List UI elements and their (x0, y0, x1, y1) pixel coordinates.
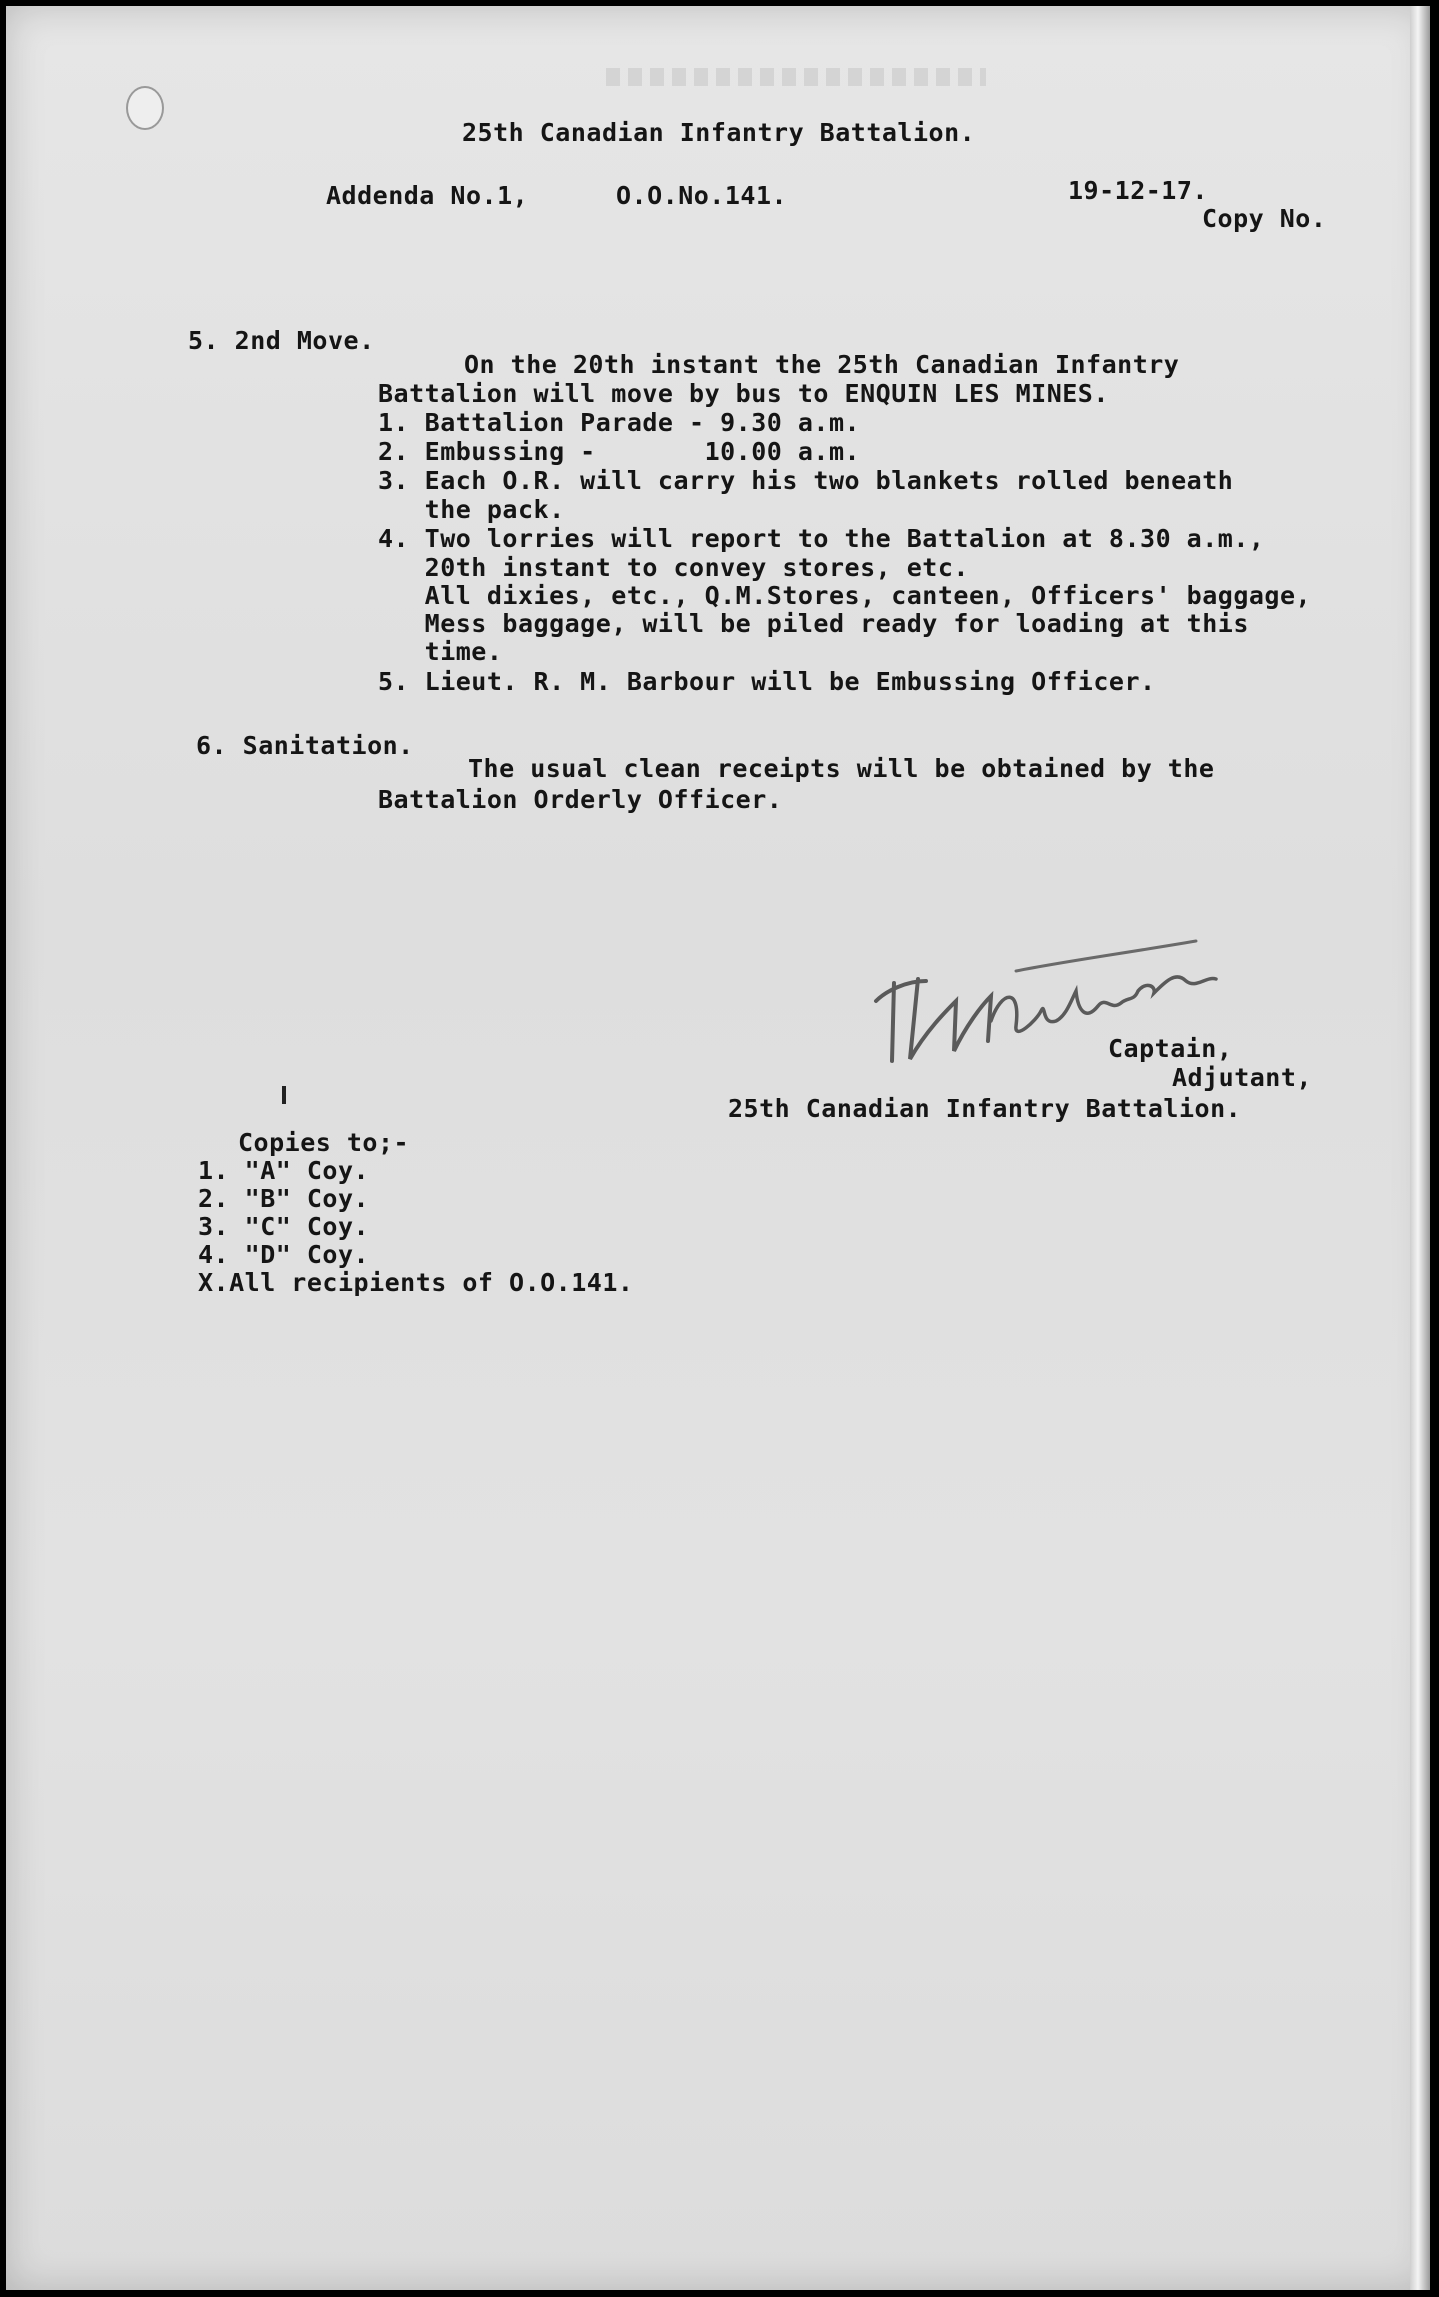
section-5-heading: 5. 2nd Move. (188, 326, 375, 355)
addenda-number: Addenda No.1, (326, 181, 529, 210)
unit-title: 25th Canadian Infantry Battalion. (462, 118, 976, 147)
document-page (6, 6, 1430, 2290)
move-item-5: 5. Lieut. R. M. Barbour will be Embussing Officer. (378, 667, 1156, 696)
copies-heading: Copies to;- (238, 1128, 410, 1157)
move-item-4-line-3: All dixies, etc., Q.M.Stores, canteen, Officers' baggage, (378, 581, 1312, 610)
section-5-intro-line-1: On the 20th instant the 25th Canadian Infantry (464, 350, 1180, 379)
bleed-through-text (606, 68, 986, 86)
move-item-4-line-4: Mess baggage, will be piled ready for loading at this (378, 609, 1249, 638)
section-6-line-2: Battalion Orderly Officer. (378, 785, 783, 814)
page-edge (1410, 6, 1430, 2290)
ink-mark (282, 1086, 286, 1104)
copy-recipient: 4. "D" Coy. (198, 1240, 370, 1269)
move-item-3-line-2: the pack. (378, 495, 565, 524)
copy-recipient: 2. "B" Coy. (198, 1184, 370, 1213)
document-date: 19-12-17. (1068, 176, 1208, 205)
signatory-role: Adjutant, (1172, 1063, 1312, 1092)
punch-hole (126, 86, 164, 130)
move-item-1: 1. Battalion Parade - 9.30 a.m. (378, 408, 861, 437)
move-item-3-line-1: 3. Each O.R. will carry his two blankets rolled beneath (378, 466, 1234, 495)
copy-recipient: X.All recipients of O.O.141. (198, 1268, 634, 1297)
move-item-4-line-2: 20th instant to convey stores, etc. (378, 553, 969, 582)
signatory-rank: Captain, (1108, 1034, 1233, 1063)
signatory-unit: 25th Canadian Infantry Battalion. (728, 1094, 1242, 1123)
section-6-line-1: The usual clean receipts will be obtained by the (468, 754, 1215, 783)
section-6-heading: 6. Sanitation. (196, 731, 414, 760)
copy-number: Copy No. (1202, 204, 1327, 233)
copy-recipient: 3. "C" Coy. (198, 1212, 370, 1241)
copy-recipient: 1. "A" Coy. (198, 1156, 370, 1185)
section-5-intro-line-2: Battalion will move by bus to ENQUIN LES MINES. (378, 379, 1109, 408)
move-item-2: 2. Embussing - 10.00 a.m. (378, 437, 861, 466)
move-item-4-line-1: 4. Two lorries will report to the Battalion at 8.30 a.m., (378, 524, 1265, 553)
move-item-4-line-5: time. (378, 637, 503, 666)
operation-order-number: O.O.No.141. (616, 181, 788, 210)
